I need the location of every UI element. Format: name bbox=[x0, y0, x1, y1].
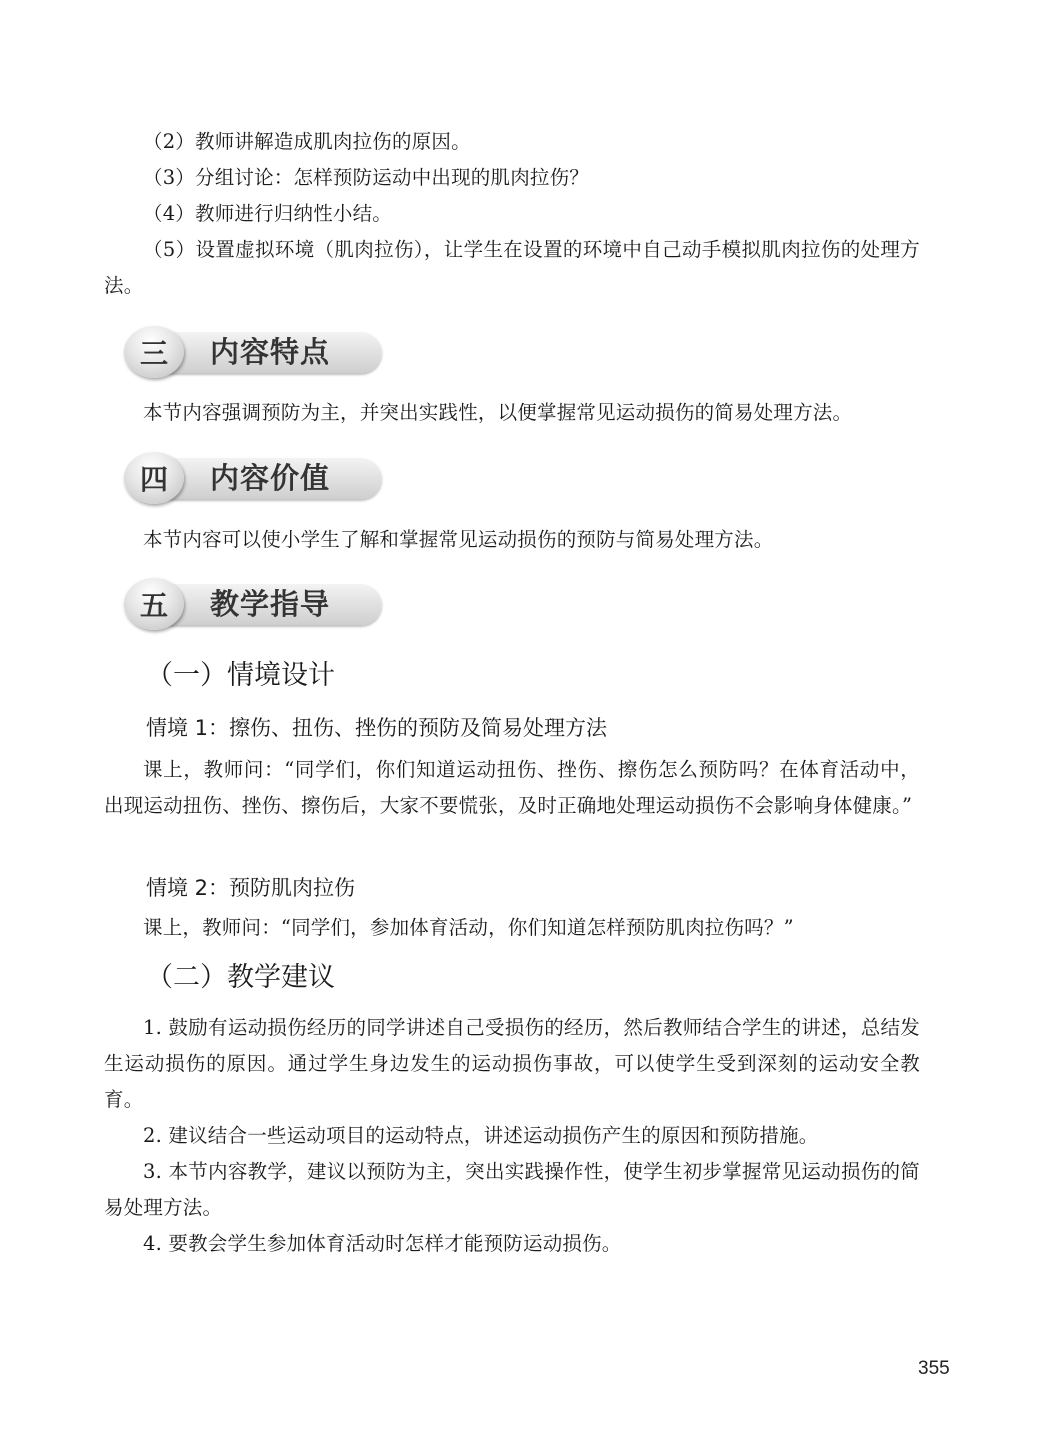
step-4: （4）教师进行归纳性小结。 bbox=[143, 202, 393, 225]
scenario-2-text: 课上，教师问：“同学们，参加体育活动，你们知道怎样预防肌肉拉伤吗？” bbox=[143, 916, 794, 939]
suggestion-3: 3. 本节内容教学，建议以预防为主，突出实践操作性，使学生初步掌握常见运动损伤的简易处理方法。 bbox=[104, 1160, 920, 1219]
subsection-scenario-design-title: （一）情境设计 bbox=[146, 660, 335, 691]
section-5-heading bbox=[124, 578, 384, 630]
section-4-text: 本节内容可以使小学生了解和掌握常见运动损伤的预防与简易处理方法。 bbox=[143, 528, 774, 551]
heading-number: 三 bbox=[139, 337, 168, 370]
section-3-text: 本节内容强调预防为主，并突出实践性，以便掌握常见运动损伤的简易处理方法。 bbox=[143, 401, 853, 424]
heading-title: 内容特点 bbox=[210, 335, 331, 369]
section-3-heading bbox=[124, 326, 384, 378]
suggestion-4: 4. 要教会学生参加体育活动时怎样才能预防运动损伤。 bbox=[143, 1232, 622, 1255]
subsection-teaching-suggestions-title: （二）教学建议 bbox=[146, 962, 335, 993]
heading-number-badge bbox=[124, 578, 184, 630]
heading-title: 教学指导 bbox=[210, 587, 331, 621]
step-3: （3）分组讨论：怎样预防运动中出现的肌肉拉伤？ bbox=[143, 166, 590, 189]
heading-number: 五 bbox=[139, 589, 168, 622]
heading-title: 内容价值 bbox=[210, 461, 331, 495]
section-4-heading bbox=[124, 452, 384, 504]
scenario-1-title: 情境 1：擦伤、扭伤、挫伤的预防及简易处理方法 bbox=[146, 716, 608, 740]
heading-number: 四 bbox=[139, 463, 168, 496]
heading-number-badge bbox=[124, 326, 184, 378]
scenario-2-title: 情境 2：预防肌肉拉伤 bbox=[146, 876, 356, 900]
heading-number-badge bbox=[124, 452, 184, 504]
step-2: （2）教师讲解造成肌肉拉伤的原因。 bbox=[143, 130, 471, 153]
suggestion-1: 1. 鼓励有运动损伤经历的同学讲述自己受损伤的经历，然后教师结合学生的讲述，总结发生运动损伤的原因。通过学生身边发生的运动损伤事故，可以使学生受到深刻的运动安全教育。 bbox=[104, 1016, 920, 1111]
scenario-1-text: 课上，教师问：“同学们，你们知道运动扭伤、挫伤、擦伤怎么预防吗？在体育活动中，出现运动扭伤、挫伤、擦伤后，大家不要慌张，及时正确地处理运动损伤不会影响身体健康。” bbox=[104, 758, 920, 817]
suggestion-2: 2. 建议结合一些运动项目的运动特点，讲述运动损伤产生的原因和预防措施。 bbox=[143, 1124, 819, 1147]
page-number: 355 bbox=[918, 1358, 950, 1379]
step-5: （5）设置虚拟环境（肌肉拉伤），让学生在设置的环境中自己动手模拟肌肉拉伤的处理方法。 bbox=[104, 238, 920, 297]
